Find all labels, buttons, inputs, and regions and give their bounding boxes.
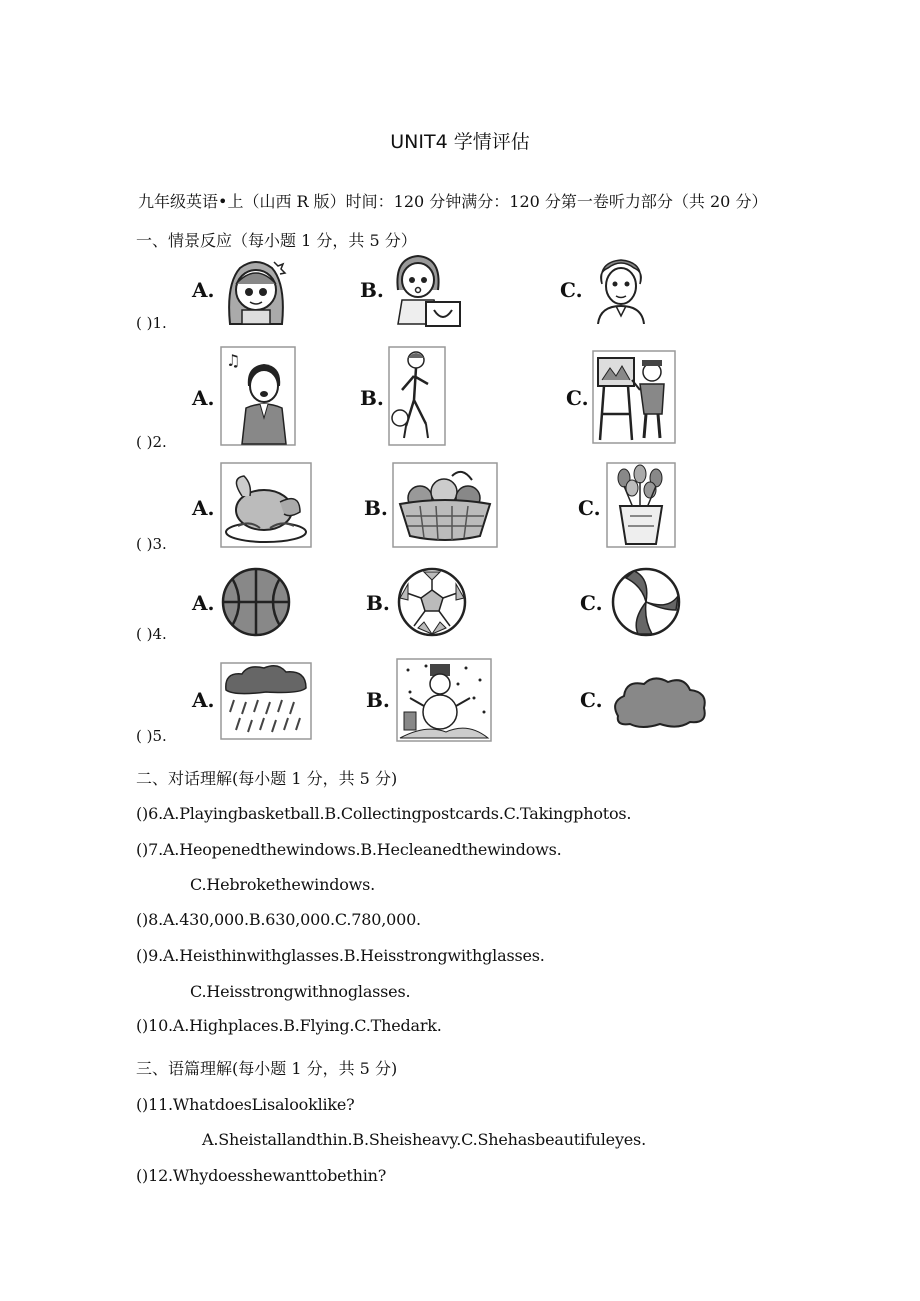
- question-number: ( )5.: [136, 727, 167, 745]
- girl-with-bag-icon: [386, 250, 468, 328]
- rain-cloud-icon: [220, 662, 312, 740]
- option-c-label: C.: [580, 688, 603, 712]
- option-b-label: B.: [364, 496, 388, 520]
- snowman-icon: [396, 658, 492, 742]
- option-b-label: B.: [360, 386, 384, 410]
- option-a-label: A.: [192, 278, 215, 302]
- soccer-ball-icon: [396, 566, 468, 638]
- fruit-basket-icon: [392, 462, 498, 548]
- basketball-icon: [220, 566, 292, 638]
- question-7-option-c: C.Hebrokethewindows.: [190, 875, 376, 894]
- option-a-label: A.: [192, 386, 215, 410]
- question-10: ()10.A.Highplaces.B.Flying.C.Thedark.: [136, 1016, 442, 1035]
- cloud-icon: [608, 672, 710, 730]
- svg-text:♫: ♫: [226, 351, 241, 370]
- question-number: ( )1.: [136, 314, 167, 332]
- roast-turkey-icon: [220, 462, 312, 548]
- question-11: ()11.WhatdoesLisalooklike?: [136, 1095, 355, 1114]
- question-11-options: A.Sheistallandthin.B.Sheisheavy.C.Shehasbeautifuleyes.: [202, 1130, 646, 1149]
- question-number: ( )4.: [136, 625, 167, 643]
- boy-painting-icon: [592, 350, 676, 444]
- question-number: ( )2.: [136, 433, 167, 451]
- question-number: ( )3.: [136, 535, 167, 553]
- question-9: ()9.A.Heisthinwithglasses.B.Heisstrongwithglasses.: [136, 946, 545, 965]
- option-b-label: B.: [366, 591, 390, 615]
- boy-singing-icon: [220, 346, 296, 446]
- option-c-label: C.: [580, 591, 603, 615]
- option-a-label: A.: [192, 496, 215, 520]
- option-a-label: A.: [192, 688, 215, 712]
- option-c-label: C.: [566, 386, 589, 410]
- girl-playing-basketball-icon: [388, 346, 446, 446]
- option-c-label: C.: [578, 496, 601, 520]
- section1-heading: 一、情景反应（每小题 1 分，共 5 分）: [136, 231, 417, 250]
- question-7: ()7.A.Heopenedthewindows.B.Hecleanedthewindows.: [136, 840, 562, 859]
- option-b-label: B.: [360, 278, 384, 302]
- exam-subtitle: 九年级英语•上（山西 R 版）时间：120 分钟满分：120 分第一卷听力部分（共 20 分）: [138, 192, 768, 211]
- option-c-label: C.: [560, 278, 583, 302]
- question-9-option-c: C.Heisstrongwithnoglasses.: [190, 982, 411, 1001]
- volleyball-icon: [610, 566, 682, 638]
- flower-bouquet-icon: [606, 462, 676, 548]
- option-b-label: B.: [366, 688, 390, 712]
- page-title: UNIT4 学情评估: [390, 131, 530, 153]
- question-8: ()8.A.430,000.B.630,000.C.780,000.: [136, 910, 421, 929]
- question-6: ()6.A.Playingbasketball.B.Collectingpostcards.C.Takingphotos.: [136, 804, 632, 823]
- curly-haired-man-icon: [594, 256, 648, 324]
- question-12: ()12.Whydoesshewanttobethin?: [136, 1166, 387, 1185]
- option-a-label: A.: [192, 591, 215, 615]
- section3-heading: 三、语篇理解(每小题 1 分，共 5 分): [136, 1059, 398, 1078]
- girl-with-long-hair-icon: [220, 254, 292, 326]
- section2-heading: 二、对话理解(每小题 1 分，共 5 分): [136, 769, 398, 788]
